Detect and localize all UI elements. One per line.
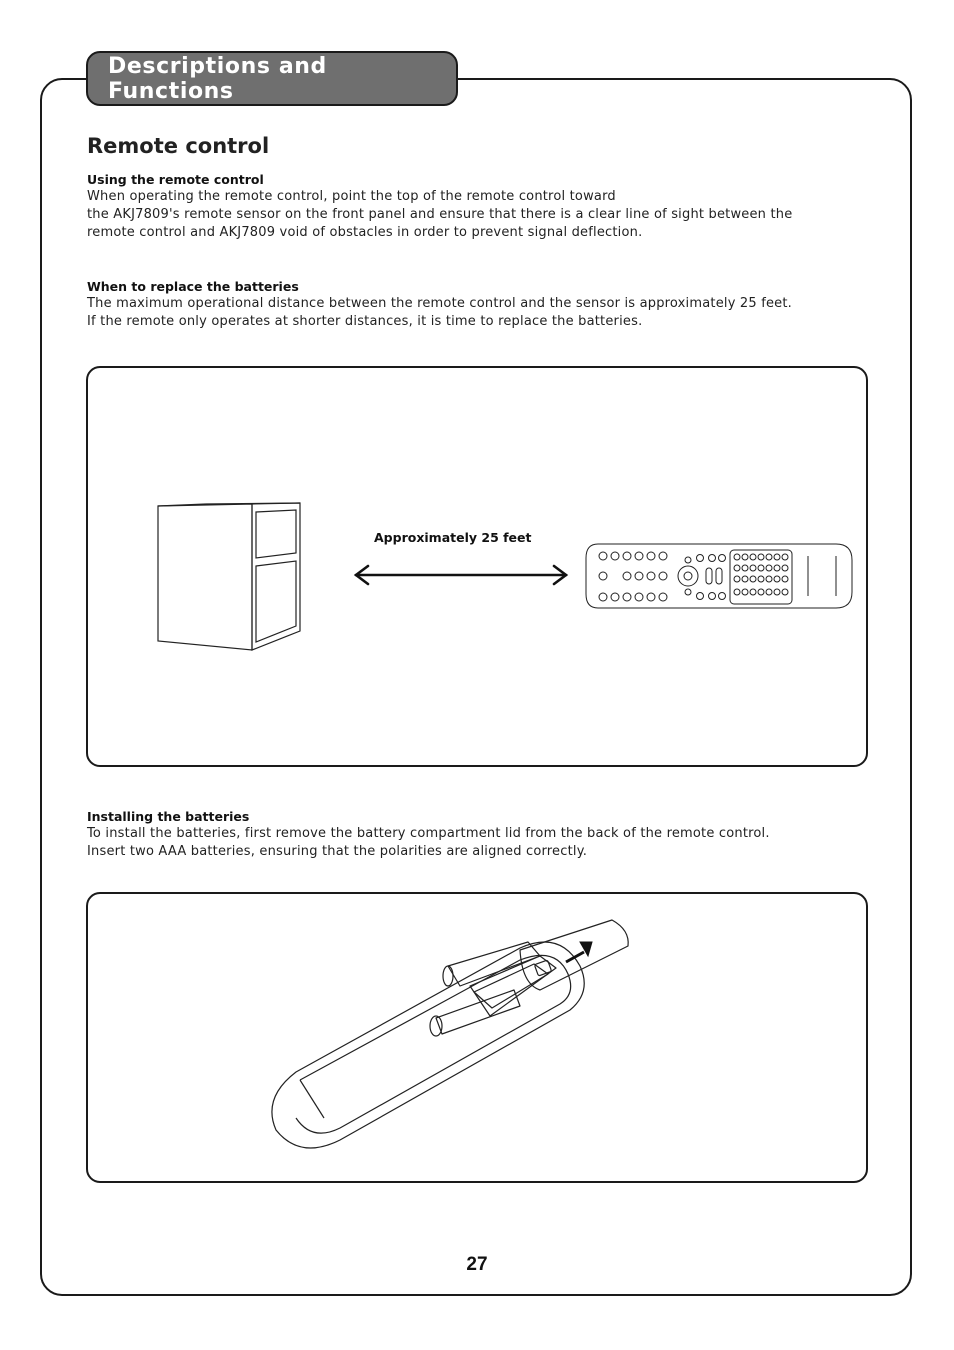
- install-line-1: To install the batteries, first remove the battery compartment lid from the back of the remote control.: [87, 826, 770, 841]
- page-heading: Remote control: [87, 134, 270, 158]
- install-line-2: Insert two AAA batteries, ensuring that the polarities are aligned correctly.: [87, 844, 588, 859]
- replace-batteries-title: When to replace the batteries: [87, 279, 299, 294]
- using-line-1: When operating the remote control, point the top of the remote control toward: [87, 189, 616, 204]
- remote-control-illustration: [586, 544, 852, 608]
- install-batteries-title: Installing the batteries: [87, 809, 250, 824]
- page-number: 27: [466, 1254, 488, 1275]
- replace-line-1: The maximum operational distance between the remote control and the sensor is approximately 25 feet.: [87, 296, 793, 311]
- distance-label: Approximately 25 feet: [374, 530, 532, 545]
- using-line-2: the AKJ7809's remote sensor on the front panel and ensure that there is a clear line of sight between the: [87, 207, 793, 222]
- replace-line-2: If the remote only operates at shorter distances, it is time to replace the batteries.: [87, 314, 643, 329]
- audio-unit-illustration: [158, 503, 300, 650]
- battery-installation-illustration: [272, 920, 628, 1148]
- using-remote-title: Using the remote control: [87, 172, 264, 187]
- using-line-3: remote control and AKJ7809 void of obstacles in order to prevent signal deflection.: [87, 225, 643, 240]
- distance-double-arrow: [356, 566, 566, 584]
- section-tab: Descriptions and Functions: [86, 51, 458, 106]
